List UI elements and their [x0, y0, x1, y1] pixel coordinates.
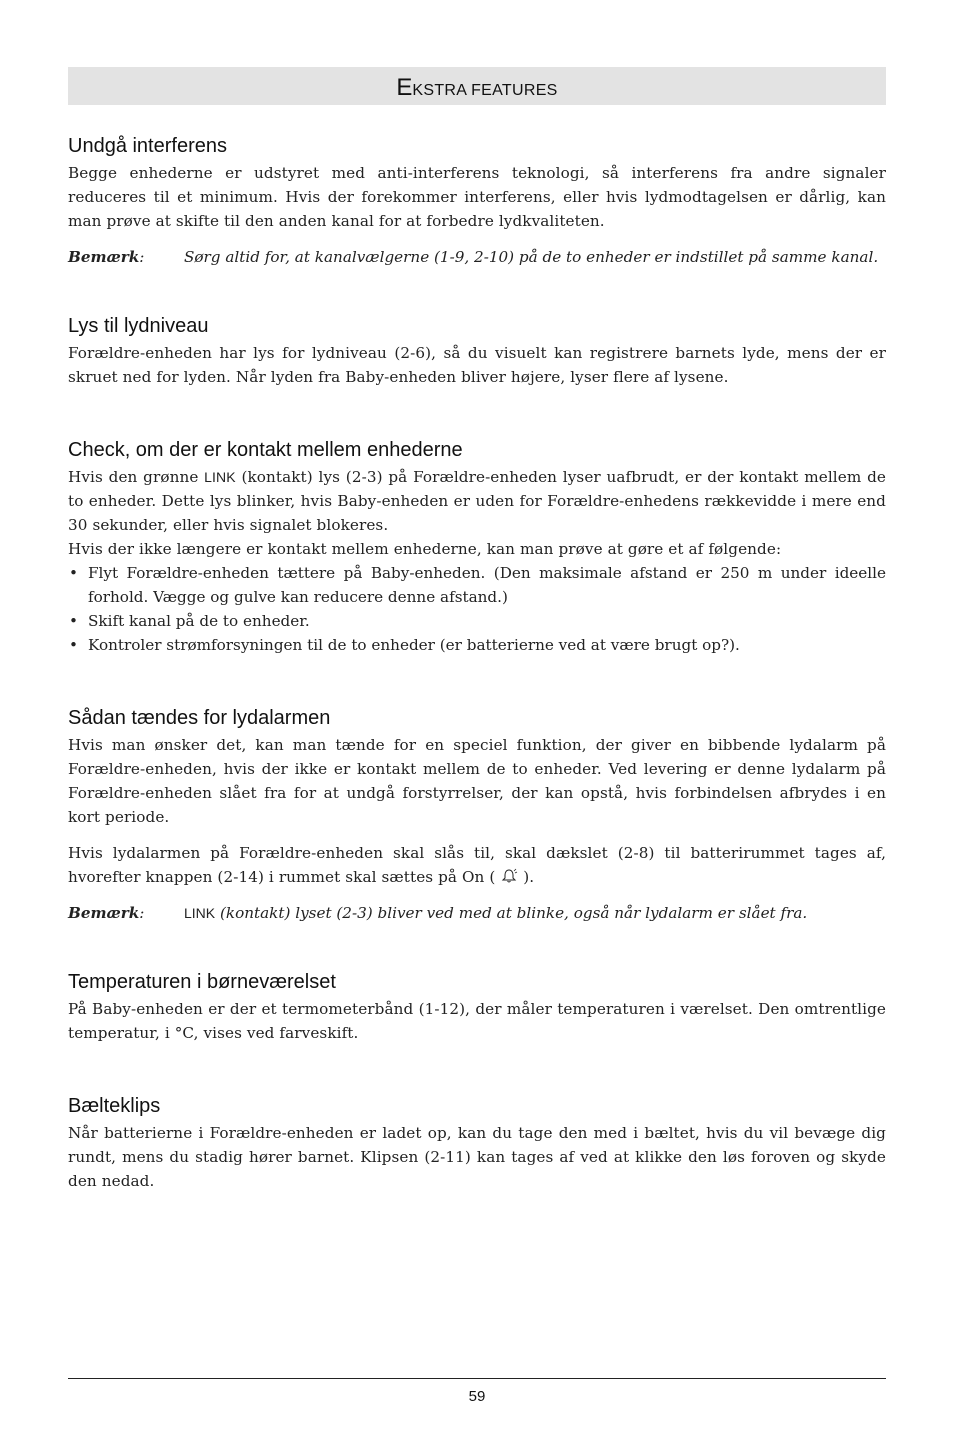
- note-label: Bemærk:: [68, 248, 145, 266]
- section-body: Hvis den grønne LINK (kontakt) lys (2-3) på Forældre-enheden lyser uafbrudt, er der kontakt mellem de to enheder. Dette lys blinker, hvis Baby-enheden er uden for Forældre-enhedens rækkevidde i mere end 30 sekunder, eller hvis signalet blokeres.: [68, 468, 886, 534]
- note-label: Bemærk:: [68, 904, 145, 922]
- section-body: På Baby-enheden er der et termometerbånd (1-12), der måler temperaturen i værelset. Den omtrentlige temperatur, i °C, vises ved farveskift.: [68, 1000, 886, 1042]
- link-label: LINK: [184, 905, 216, 921]
- section-body-2: Hvis lydalarmen på Forældre-enheden skal slås til, skal dækslet (2-8) til batterirummet tages af, hvorefter knappen (2-14) i rummet skal sættes på On ( ).: [68, 844, 886, 886]
- section-interference: [68, 133, 886, 269]
- page-number: 59: [468, 1388, 486, 1405]
- bell-icon: [500, 867, 518, 883]
- page-content: [68, 133, 886, 1193]
- banner-title-initial: E: [396, 74, 413, 101]
- section-body: Når batterierne i Forældre-enheden er ladet op, kan du tage den med i bæltet, hvis du vil bevæge dig rundt, mens du stadig hører barnet. Klipsen (2-11) kan tages af ved at klikke den løs foroven og skyde den nedad.: [68, 1124, 886, 1190]
- section-body-2: Hvis der ikke længere er kontakt mellem enhederne, kan man prøve at gøre et af følgende:: [68, 540, 782, 558]
- section-heading: Check, om der er kontakt mellem enhederne: [68, 439, 463, 461]
- note: [68, 901, 886, 925]
- section-belt-clip: [68, 1093, 886, 1193]
- section-sound-level: [68, 313, 886, 389]
- bullet-list: [68, 561, 886, 657]
- list-item: • Kontroler strømforsyningen til de to enheder (er batterierne ved at være brugt op?).: [69, 636, 740, 654]
- section-contact: [68, 437, 886, 657]
- section-heading: Bælteklips: [68, 1095, 161, 1117]
- section-body: Begge enhederne er udstyret med anti-interferens teknologi, så interferens fra andre signaler reduceres til et minimum. Hvis der forekommer interferens, eller hvis lydmodtagelsen er dårlig, kan man prøve at skifte til den anden kanal for at forbedre lydkvaliteten.: [68, 164, 886, 230]
- footer-rule: [68, 1378, 886, 1379]
- note-text: LINK (kontakt) lyset (2-3) bliver ved med at blinke, også når lydalarm er slået fra.: [184, 904, 808, 922]
- section-body: Hvis man ønsker det, kan man tænde for en speciel funktion, der giver en bibbende lydalarm på Forældre-enheden, hvis der ikke er kontakt mellem de to enheder. Ved levering er denne lydalarm på Forældre-enheden slået fra for at undgå forstyrrelser, der kan opstå, hvis forbindelsen afbrydes i en kort periode.: [68, 736, 886, 826]
- section-heading: Undgå interferens: [68, 135, 227, 157]
- banner-title-rest: KSTRA FEATURES: [412, 82, 558, 99]
- note-text: Sørg altid for, at kanalvælgerne (1-9, 2-10) på de to enheder er indstillet på samme kanal.: [184, 248, 879, 266]
- section-heading: Lys til lydniveau: [68, 315, 209, 337]
- list-item: • Flyt Forældre-enheden tættere på Baby-enheden. (Den maksimale afstand er 250 m under ideelle forhold. Vægge og gulve kan reducere denne afstand.): [69, 564, 886, 606]
- section-body: Forældre-enheden har lys for lydniveau (2-6), så du visuelt kan registrere barnets lyde, mens der er skruet ned for lyden. Når lyden fra Baby-enheden bliver højere, lyser flere af lysene.: [68, 344, 886, 386]
- section-alarm: [68, 705, 886, 925]
- section-temperature: [68, 969, 886, 1045]
- note: [68, 245, 886, 269]
- link-label: LINK: [204, 469, 236, 485]
- section-heading: Sådan tændes for lydalarmen: [68, 707, 331, 729]
- section-banner: [68, 67, 886, 105]
- list-item: • Skift kanal på de to enheder.: [69, 612, 310, 630]
- section-heading: Temperaturen i børneværelset: [68, 971, 336, 993]
